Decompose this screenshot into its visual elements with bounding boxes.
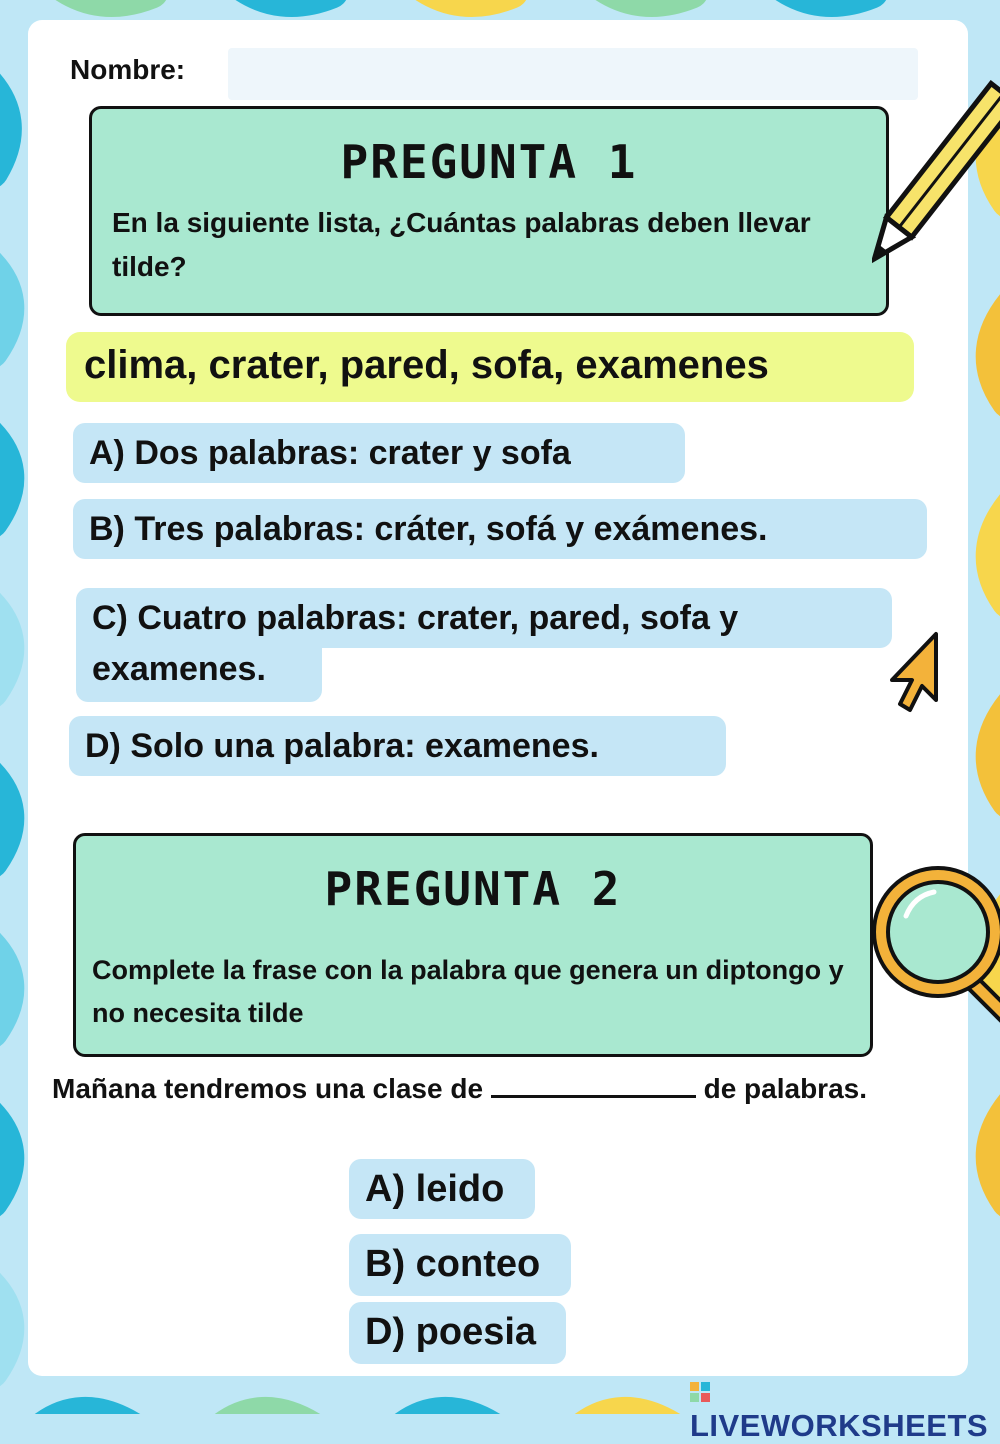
- logo-mark-icon: [690, 1382, 710, 1402]
- answer-blank[interactable]: [491, 1067, 696, 1098]
- cursor-arrow-icon: [884, 630, 944, 720]
- option-a-button[interactable]: A) Dos palabras: crater y sofa: [73, 423, 685, 483]
- logo-text: LIVEWORKSHEETS: [690, 1408, 989, 1443]
- question-1-card: [89, 106, 889, 316]
- option-b-button[interactable]: B) Tres palabras: cráter, sofá y exámenes.: [73, 499, 927, 559]
- option-d-button[interactable]: D) Solo una palabra: examenes.: [69, 716, 726, 776]
- option-c-button-continued[interactable]: examenes.: [76, 648, 322, 702]
- magnifying-glass-icon: [866, 856, 1000, 1026]
- question-2-title: PREGUNTA 2: [324, 862, 622, 916]
- pencil-icon: [872, 80, 1000, 280]
- option2-b-button[interactable]: B) conteo: [349, 1234, 571, 1296]
- name-input[interactable]: [228, 48, 918, 100]
- word-list: clima, crater, pared, sofa, examenes: [66, 332, 914, 402]
- question-2-card: [73, 833, 873, 1057]
- option-c-button[interactable]: C) Cuatro palabras: crater, pared, sofa y: [76, 588, 892, 648]
- sentence-start: Mañana tendremos una clase de: [52, 1073, 491, 1104]
- option2-d-button[interactable]: D) poesia: [349, 1302, 566, 1364]
- name-label: Nombre:: [70, 54, 186, 85]
- question-1-prompt: En la siguiente lista, ¿Cuántas palabras deben llevar tilde?: [112, 207, 811, 282]
- question-2-prompt: Complete la frase con la palabra que genera un diptongo y no necesita tilde: [92, 955, 844, 1028]
- fill-in-sentence: [52, 1066, 872, 1111]
- sentence-end: de palabras.: [695, 1073, 867, 1104]
- question-1-title: PREGUNTA 1: [340, 135, 638, 189]
- liveworksheets-logo: [690, 1372, 1000, 1444]
- option2-a-button[interactable]: A) leido: [349, 1159, 535, 1219]
